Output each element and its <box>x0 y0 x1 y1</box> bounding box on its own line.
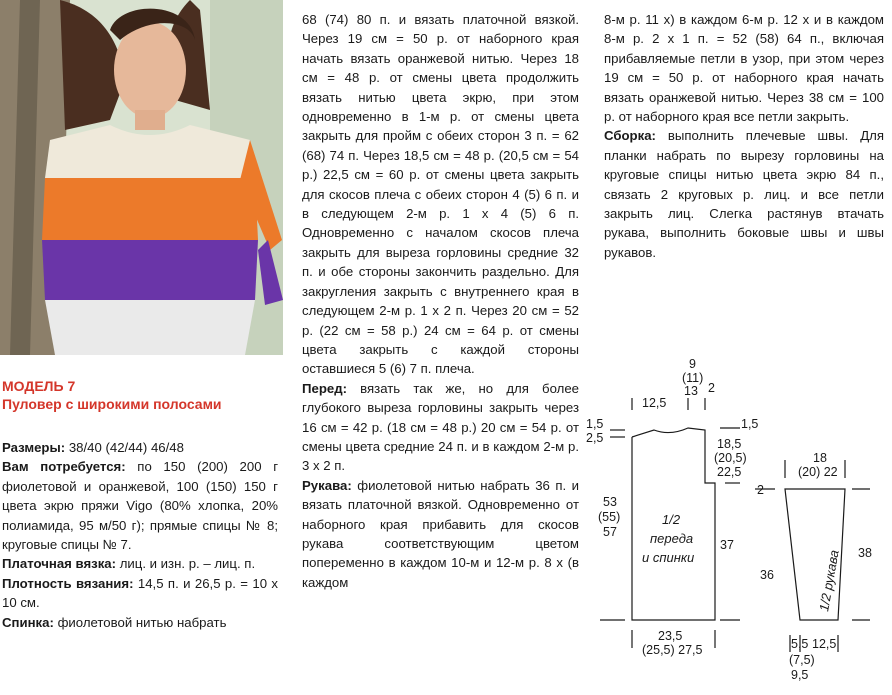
back-paragraph-start <box>2 613 278 632</box>
length-3: 57 <box>603 525 617 539</box>
model-photo <box>0 0 283 355</box>
cuff-1: 5,5 <box>791 637 809 651</box>
sleeve-label: 1/2 рукава <box>816 548 842 613</box>
stitch-text: лиц. и изн. р. – лиц. п. <box>119 556 256 572</box>
body-label-3: и спинки <box>642 550 695 565</box>
sleeve-cap: 2 <box>757 483 764 497</box>
materials-label: Вам потребуется: <box>2 459 126 475</box>
cuff-width: 12,5 <box>812 637 837 651</box>
neck-width-1: 9 <box>689 357 696 371</box>
neck-drop: 2 <box>708 381 715 395</box>
assembly-text: выполнить плечевые швы. Для планки набрать по вырезу горловины на круговые спицы нитью цвета экрю 84 п., связать 2 круговых р. лиц. и все петли закрыть лиц. Слегка растянув втачать рукава, выполнить боковые швы и швы рукавов. <box>604 128 884 260</box>
body-label-1: 1/2 <box>662 512 681 527</box>
sleeve-length: 38 <box>858 546 872 560</box>
front-drop-2: 2,5 <box>586 431 604 445</box>
sizes-text: 38/40 (42/44) 46/48 <box>68 440 184 455</box>
back-drop: 1,5 <box>741 417 759 431</box>
front-text: вязать так же, но для более глубокого выреза горловины закрыть через 16 см = 42 р. (18 см = 48 р.) 20 см = 54 р. от смены цвета средние 24 п. и в каждом 2-м р. 3 х 2 п. <box>302 380 579 474</box>
sleeves-paragraph <box>302 476 579 592</box>
sizes-paragraph <box>2 438 278 457</box>
armhole-3: 22,5 <box>717 465 742 479</box>
model-name: Пуловер с широкими полосами <box>2 396 222 412</box>
back-paragraph-cont <box>302 10 579 379</box>
sleeve-side-length: 36 <box>760 568 774 582</box>
armhole-1: 18,5 <box>717 437 742 451</box>
assembly-paragraph <box>604 126 884 262</box>
sleeve-top-2: (20) 22 <box>798 465 838 479</box>
instructions-column-1 <box>2 438 278 632</box>
pattern-schema <box>580 350 892 695</box>
front-label: Перед: <box>302 380 347 396</box>
length-1: 53 <box>603 495 617 509</box>
schema-drawing <box>580 350 892 695</box>
instructions-column-3 <box>604 10 884 262</box>
model-number: МОДЕЛЬ 7 <box>2 378 76 394</box>
stitch-paragraph <box>2 554 278 573</box>
back-text: 68 (74) 80 п. и вязать платочной вязкой. Через 19 см = 50 р. от наборного края начать вязать оранжевой нитью. Через 18 см = 48 р. от смены цвета продолжить вязать нитью цвета экрю, при этом одновременно в 1-м р. от смены цвета закрыть для пройм с обеих сторон 3 п. = 62 (68) 74 п. Через 18,5 см = 48 р. (20,5 см = 54 р.) 22,5 см = 60 р. от смены цвета закрыть для скосов плеча с обеих сторон 4 (5) 6 п. и в следующем 2-м р. 1 х 4 (5) 6 п. Одновременно с началом скосов плеча закрыть для выреза горловины средние 32 п. и обе стороны закончить раздельно. Для закругления закрыть с внутреннего края в следующем 2-м р. 1 х 2 п. Через 20 см = 52 р. (22 см = 58 р.) 24 см = 64 р. от смены цвета закрыть с каждой стороны оставшиеся 5 (6) 7 п. плеча. <box>302 12 579 377</box>
body-label-2: переда <box>650 531 694 546</box>
neck-width-3: 13 <box>684 384 698 398</box>
materials-paragraph <box>2 457 278 554</box>
width-2: (25,5) 27,5 <box>642 643 703 657</box>
width-1: 23,5 <box>658 629 683 643</box>
sleeve-top-1: 18 <box>813 451 827 465</box>
instructions-column-2 <box>302 10 579 592</box>
back-text-start: фиолетовой нитью набрать <box>57 614 227 630</box>
gauge-text: 14,5 п. и 26,5 р. = 10 х 10 см. <box>2 575 278 611</box>
model-title <box>2 377 282 413</box>
model-photo-illustration <box>0 0 283 355</box>
neck-width-2: (11) <box>682 371 704 385</box>
cuff-2: (7,5) <box>789 653 815 667</box>
gauge-label: Плотность вязания: <box>2 575 134 591</box>
sleeves-text: фиолетовой нитью набрать 36 п. и вязать платочной вязкой. Одновременно от наборного края прибавить для скосов рукава соответствующим цветом попеременно в каждом 10-м и 12-м р. 8 х (в каждом <box>302 477 579 590</box>
gauge-paragraph <box>2 574 278 613</box>
sleeves-label: Рукава: <box>302 477 352 493</box>
front-drop-1: 1,5 <box>586 417 604 431</box>
assembly-label: Сборка: <box>604 128 656 144</box>
back-label: Спинка: <box>2 614 54 630</box>
armhole-2: (20,5) <box>714 451 747 465</box>
front-paragraph <box>302 379 579 476</box>
sleeves-paragraph-cont: 8-м р. 11 х) в каждом 6-м р. 12 х и в каждом 8-м р. 2 х 1 п. = 52 (58) 64 п., включая прибавляемые петли в узор, при этом через 19 см = 50 р. от наборного края начать вязать оранжевой нитью. Через 38 см = 100 р. от наборного края все петли закрыть. <box>604 12 884 125</box>
shoulder-width: 12,5 <box>642 396 667 410</box>
cuff-3: 9,5 <box>791 668 809 682</box>
sizes-label: Размеры: <box>2 440 66 455</box>
side-length: 37 <box>720 538 734 552</box>
length-2: (55) <box>598 510 621 524</box>
stitch-label: Платочная вязка: <box>2 556 117 572</box>
materials-text: по 150 (200) 200 г фиолетовой и оранжевой, 100 (150) 150 г цвета экрю пряжи Vigo (80% хлопка, 20% полиамида, 95 м/50 г); прямые спицы № 8; круговые спицы № 7. <box>2 459 278 553</box>
